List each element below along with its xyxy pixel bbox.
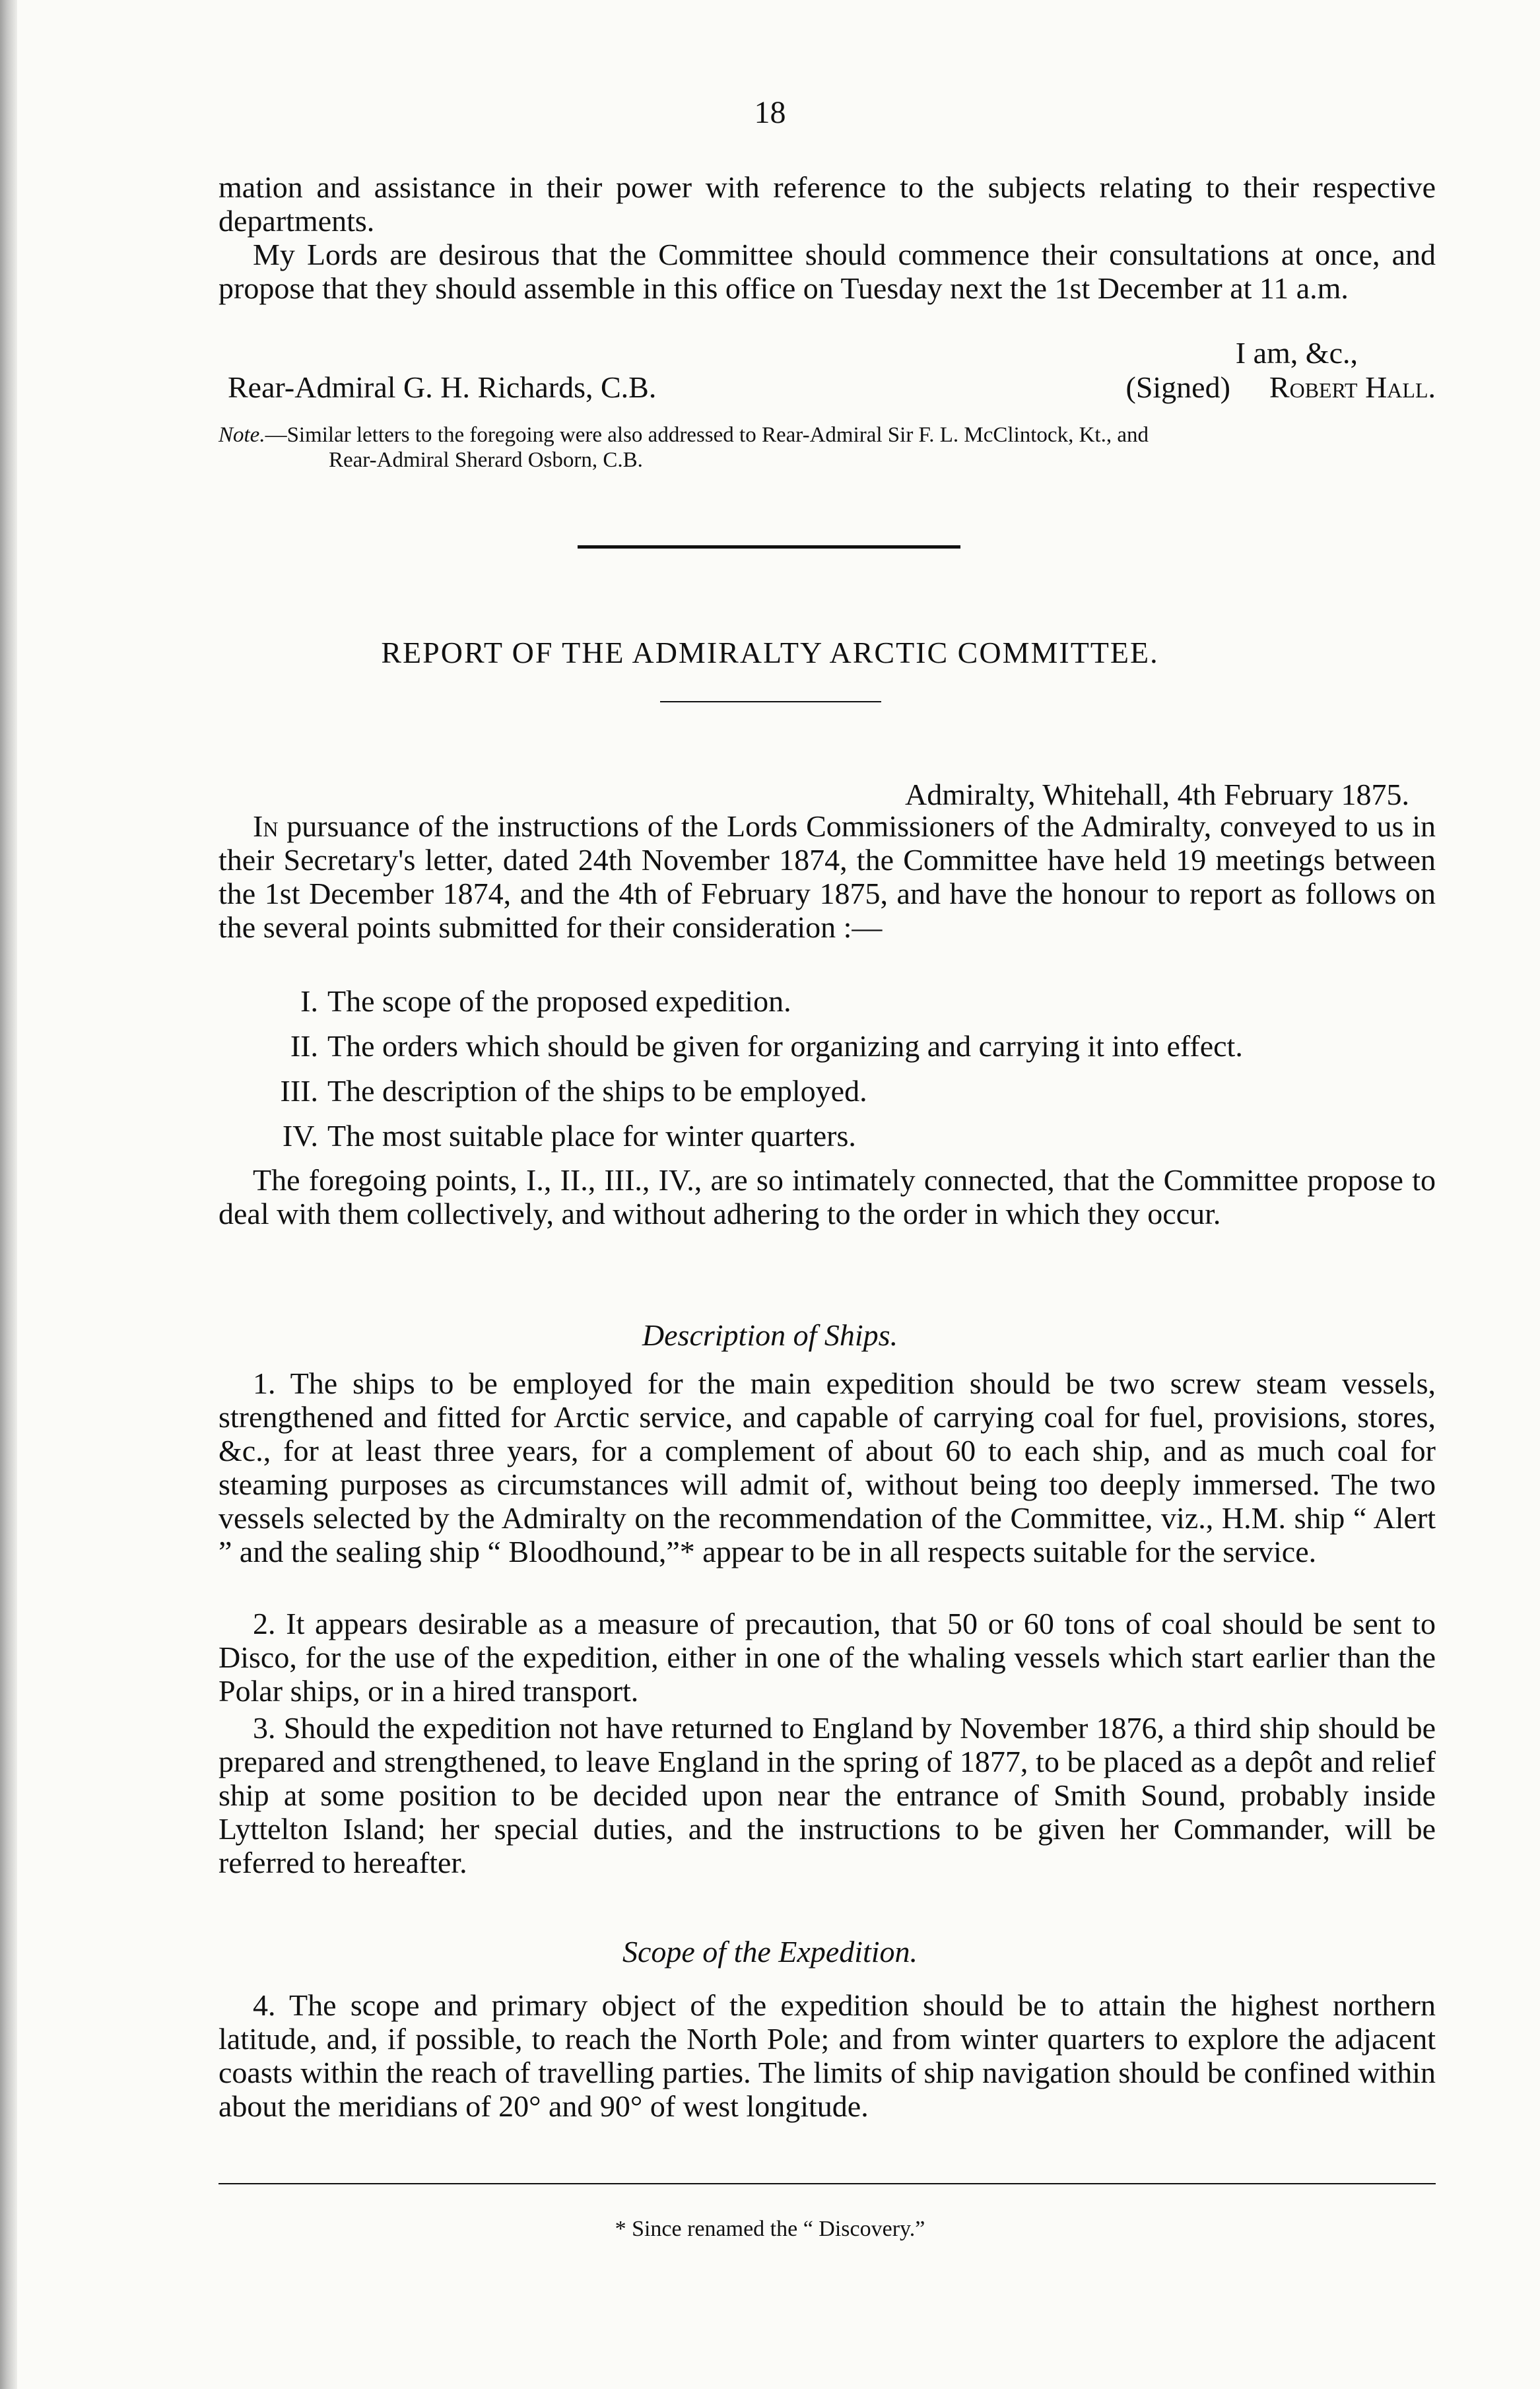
- scope-of-expedition-heading: Scope of the Expedition.: [622, 1935, 918, 1968]
- point-item: [282, 1118, 856, 1153]
- point-text: The orders which should be given for organizing and carrying it into effect.: [327, 1029, 1243, 1063]
- paragraph-1: 1. The ships to be employed for the main expedition should be two screw steam vessels, strengthened and fitted for Arctic service, and capable of carrying coal for fuel, provisions, stores, &c., for at least three years, for a complement of about 60 to each ship, and as much coal for steaming purposes as circumstances will admit of, without being too deeply immersed. The two vessels selected by the Admiralty on the recommendation of the Committee, viz., H.M. ship “ Alert ” and the sealing ship “ Bloodhound,”* appear to be in all respects suitable for the service.: [218, 1366, 1436, 1568]
- continuation-paragraph: mation and assistance in their power with reference to the subjects relating to their respective departments.: [218, 170, 1436, 238]
- paragraph-4: 4. The scope and primary object of the expedition should be to attain the highest northern latitude, and, if possible, to reach the North Pole; and from winter quarters to explore the adjacent coasts within the reach of travelling parties. The limits of ship navigation should be confined within about the meridians of 20° and 90° of west longitude.: [218, 1988, 1436, 2123]
- section-divider-rule: [578, 545, 960, 549]
- point-item: [280, 1073, 867, 1108]
- point-number: IV.: [282, 1119, 318, 1153]
- paragraph-2: 2. It appears desirable as a measure of precaution, that 50 or 60 tons of coal should be sent to Disco, for the use of the expedition, either in one of the whaling vessels which start earlier than the Polar ships, or in a hired transport.: [218, 1607, 1436, 1708]
- footnote-rule: [218, 2183, 1436, 2184]
- note-text-line1: —Similar letters to the foregoing were also addressed to Rear-Admiral Sir F. L. McClintock, Kt., and: [265, 423, 1149, 447]
- point-text: The most suitable place for winter quarters.: [327, 1119, 856, 1153]
- letter-signature-row: [218, 370, 1436, 407]
- intro-first-word: In: [253, 809, 279, 843]
- signed-label: (Signed): [1125, 370, 1230, 404]
- point-text: The description of the ships to be employed.: [327, 1074, 867, 1108]
- point-item: [300, 984, 791, 1019]
- signed-name: Robert Hall.: [1269, 370, 1436, 404]
- letter-signature: [1126, 370, 1436, 405]
- point-number: I.: [300, 984, 318, 1018]
- intro-text: pursuance of the instructions of the Lords Commissioners of the Admiralty, conveyed to us in their Secretary's letter, dated 24th November 1874, the Committee have held 19 meetings between the 1st December 1874, and the 4th of February 1875, and have the honour to report as follows on the several points submitted for their consideration :—: [218, 809, 1436, 944]
- note-text-line2: Rear-Admiral Sherard Osborn, C.B.: [329, 448, 643, 472]
- letter-closing: I am, &c.,: [1235, 336, 1358, 370]
- points-note-paragraph: The foregoing points, I., II., III., IV., are so intimately connected, that the Committee propose to deal with them collectively, and without adhering to the order in which they occur.: [218, 1163, 1436, 1230]
- title-underline-rule: [660, 701, 881, 702]
- point-number: II.: [290, 1029, 318, 1063]
- report-title: REPORT OF THE ADMIRALTY ARCTIC COMMITTEE.: [381, 636, 1159, 669]
- report-dateline: Admiralty, Whitehall, 4th February 1875.: [905, 778, 1409, 811]
- report-intro-paragraph: [218, 809, 1436, 944]
- point-text: The scope of the proposed expedition.: [327, 984, 791, 1018]
- scan-binding-edge: [0, 0, 17, 2389]
- paragraph-3: 3. Should the expedition not have returned to England by November 1876, a third ship should be prepared and strengthened, to leave England in the spring of 1877, to be placed as a depôt and relief ship at some position to be decided upon near the entrance of Smith Sound, probably inside Lyttelton Island; her special duties, and the instructions to be given her Commander, will be referred to hereafter.: [218, 1711, 1436, 1879]
- letter-closing-row: [218, 335, 1436, 372]
- letter-addressee: Rear-Admiral G. H. Richards, C.B.: [228, 370, 657, 404]
- page-number: 18: [754, 95, 786, 130]
- note-label: Note.: [218, 423, 265, 447]
- point-item: [290, 1028, 1243, 1063]
- footnote: * Since renamed the “ Discovery.”: [615, 2217, 925, 2241]
- description-of-ships-heading: Description of Ships.: [642, 1318, 898, 1352]
- note-paragraph: [218, 422, 1436, 473]
- lords-paragraph: My Lords are desirous that the Committee should commence their consultations at once, and propose that they should assemble in this office on Tuesday next the 1st December at 11 a.m.: [218, 238, 1436, 305]
- point-number: III.: [280, 1074, 318, 1108]
